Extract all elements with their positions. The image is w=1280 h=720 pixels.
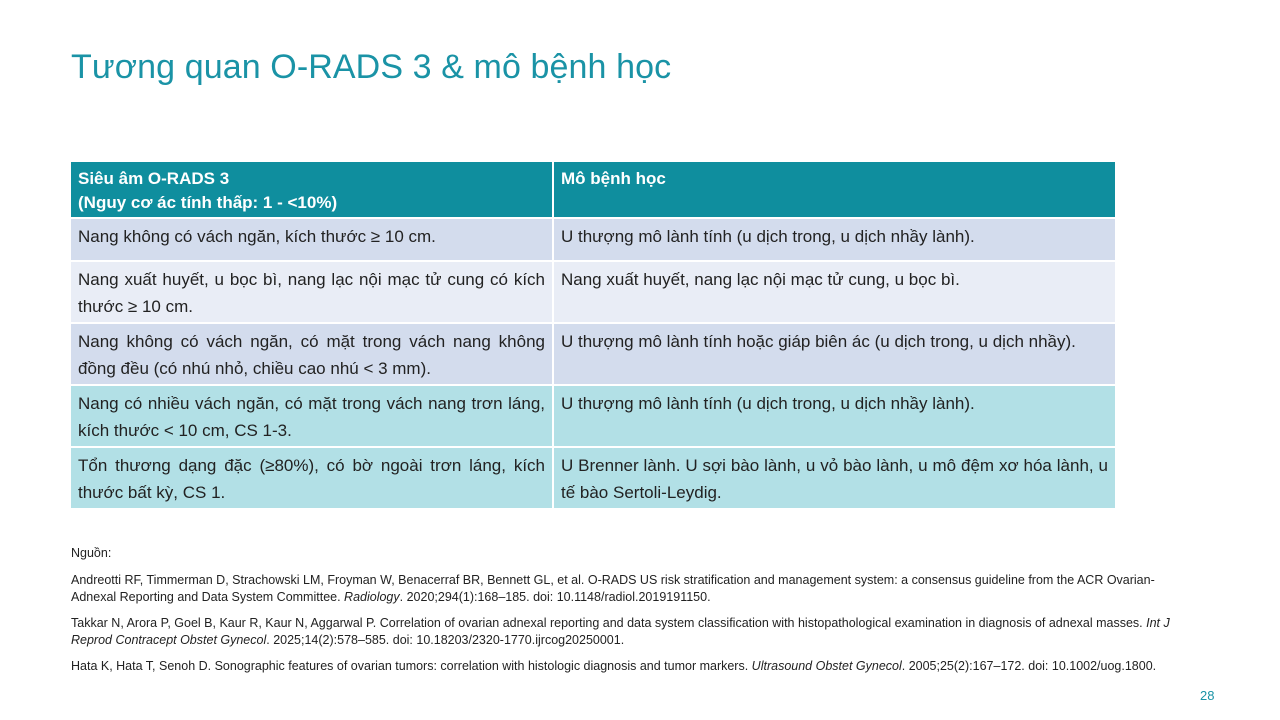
header-ultrasound [71, 162, 553, 218]
table-row [71, 261, 1115, 323]
reference-text: Andreotti RF, Timmerman D, Strachowski LM, Froyman W, Benacerraf BR, Bennett GL, et al. O-RADS US risk stratification and management system: a consensus guideline from the ACR Ovarian-Adnexal Reporting and Data System Committee. [71, 573, 1155, 604]
reference-item [71, 658, 1171, 675]
references [71, 545, 1171, 684]
reference-text: Takkar N, Arora P, Goel B, Kaur R, Kaur N, Aggarwal P. Correlation of ovarian adnexal reporting and data system classification with histopathological examination in diagnosis of adnexal masses. [71, 616, 1147, 630]
header-ultrasound-line1: Siêu âm O-RADS 3 [78, 169, 230, 188]
header-ultrasound-line2: (Nguy cơ ác tính thấp: 1 - <10%) [78, 193, 338, 212]
reference-text: Hata K, Hata T, Senoh D. Sonographic features of ovarian tumors: correlation with histologic diagnosis and tumor markers. [71, 659, 752, 673]
reference-journal: Ultrasound Obstet Gynecol [751, 659, 902, 673]
cell-ultrasound: Tổn thương dạng đặc (≥80%), có bờ ngoài trơn láng, kích thước bất kỳ, CS 1. [71, 447, 553, 508]
header-histology: Mô bệnh học [553, 162, 1115, 218]
reference-details: . 2020;294(1):168–185. doi: 10.1148/radiol.2019191150. [399, 590, 711, 604]
cell-histology: U thượng mô lành tính hoặc giáp biên ác (u dịch trong, u dịch nhầy). [553, 323, 1115, 385]
page-number: 28 [1200, 688, 1215, 703]
cell-ultrasound: Nang không có vách ngăn, kích thước ≥ 10 cm. [71, 218, 553, 261]
cell-ultrasound: Nang xuất huyết, u bọc bì, nang lạc nội mạc tử cung có kích thước ≥ 10 cm. [71, 261, 553, 323]
cell-histology: Nang xuất huyết, nang lạc nội mạc tử cung, u bọc bì. [553, 261, 1115, 323]
reference-item [71, 615, 1171, 649]
reference-item [71, 572, 1171, 606]
table-row [71, 447, 1115, 508]
reference-details: . 2005;25(2):167–172. doi: 10.1002/uog.1800. [901, 659, 1157, 673]
cell-histology: U thượng mô lành tính (u dịch trong, u dịch nhầy lành). [553, 385, 1115, 447]
table-row [71, 323, 1115, 385]
cell-ultrasound: Nang không có vách ngăn, có mặt trong vách nang không đồng đều (có nhú nhỏ, chiều cao nhú < 3 mm). [71, 323, 553, 385]
slide-title: Tương quan O-RADS 3 & mô bệnh học [71, 48, 672, 86]
references-label: Nguồn: [71, 546, 112, 560]
reference-details: . 2025;14(2):578–585. doi: 10.18203/2320-1770.ijrcog20250001. [266, 633, 625, 647]
table-header-row [71, 162, 1115, 218]
cell-ultrasound: Nang có nhiều vách ngăn, có mặt trong vách nang trơn láng, kích thước < 10 cm, CS 1-3. [71, 385, 553, 447]
reference-journal: Radiology [344, 590, 400, 604]
table-row [71, 218, 1115, 261]
cell-histology: U thượng mô lành tính (u dịch trong, u dịch nhầy lành). [553, 218, 1115, 261]
table-row [71, 385, 1115, 447]
correlation-table [71, 162, 1115, 508]
cell-histology: U Brenner lành. U sợi bào lành, u vỏ bào lành, u mô đệm xơ hóa lành, u tế bào Sertoli-Leydig. [553, 447, 1115, 508]
reference-journal: Int J Reprod Contracept Obstet Gynecol [71, 616, 1170, 647]
